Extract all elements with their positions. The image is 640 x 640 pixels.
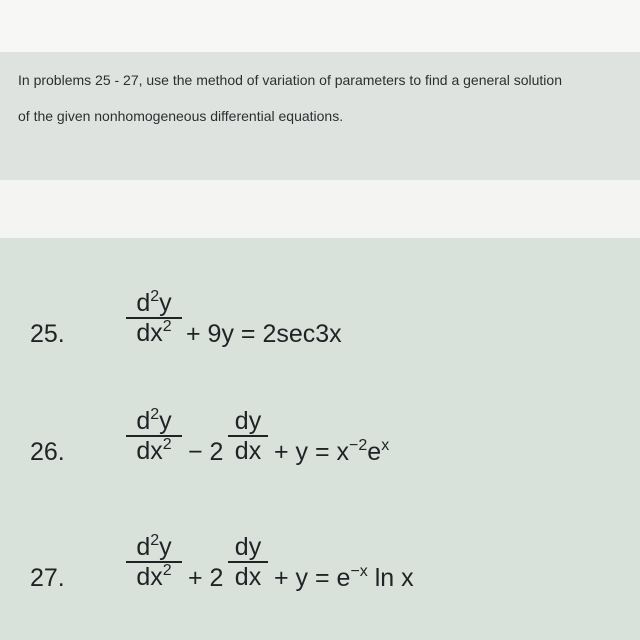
first-derivative-fraction xyxy=(228,534,268,590)
fraction-numerator: dy xyxy=(234,533,262,561)
problems-section xyxy=(0,238,640,640)
instructions-line-1: In problems 25 - 27, use the method of variation of parameters to find a general solution xyxy=(18,72,562,88)
fraction-numerator: $d^2y$ xyxy=(136,532,172,561)
fraction-denominator: $dx^2$ xyxy=(136,561,172,591)
second-derivative-fraction xyxy=(126,534,182,590)
fraction-numerator: $d^2y$ xyxy=(136,406,172,435)
second-derivative-fraction xyxy=(126,408,182,464)
equation-coefficient: − 2 xyxy=(188,438,224,466)
instructions-section xyxy=(0,52,640,180)
equation-rhs: + 9y = 2sec3x xyxy=(186,320,342,348)
second-derivative-fraction xyxy=(126,290,182,346)
fraction-denominator: $dx^2$ xyxy=(136,317,172,347)
fraction-denominator: $dx^2$ xyxy=(136,435,172,465)
fraction-denominator: dx xyxy=(234,562,262,591)
first-derivative-fraction xyxy=(228,408,268,464)
equation-rhs: + $y = x^{-2}e^x$ xyxy=(274,437,390,466)
equation-rhs: + $y = e^{-x}$ ln x xyxy=(274,563,414,592)
page-gap xyxy=(0,180,640,238)
problem-number: 25. xyxy=(30,320,65,348)
problem-number: 26. xyxy=(30,438,65,466)
page-top xyxy=(0,0,640,52)
fraction-numerator: dy xyxy=(234,407,262,435)
problem-number: 27. xyxy=(30,564,65,592)
fraction-denominator: dx xyxy=(234,436,262,465)
equation-coefficient: + 2 xyxy=(188,564,224,592)
fraction-numerator: $d^2y$ xyxy=(136,288,172,317)
instructions-line-2: of the given nonhomogeneous differential equations. xyxy=(18,108,344,124)
